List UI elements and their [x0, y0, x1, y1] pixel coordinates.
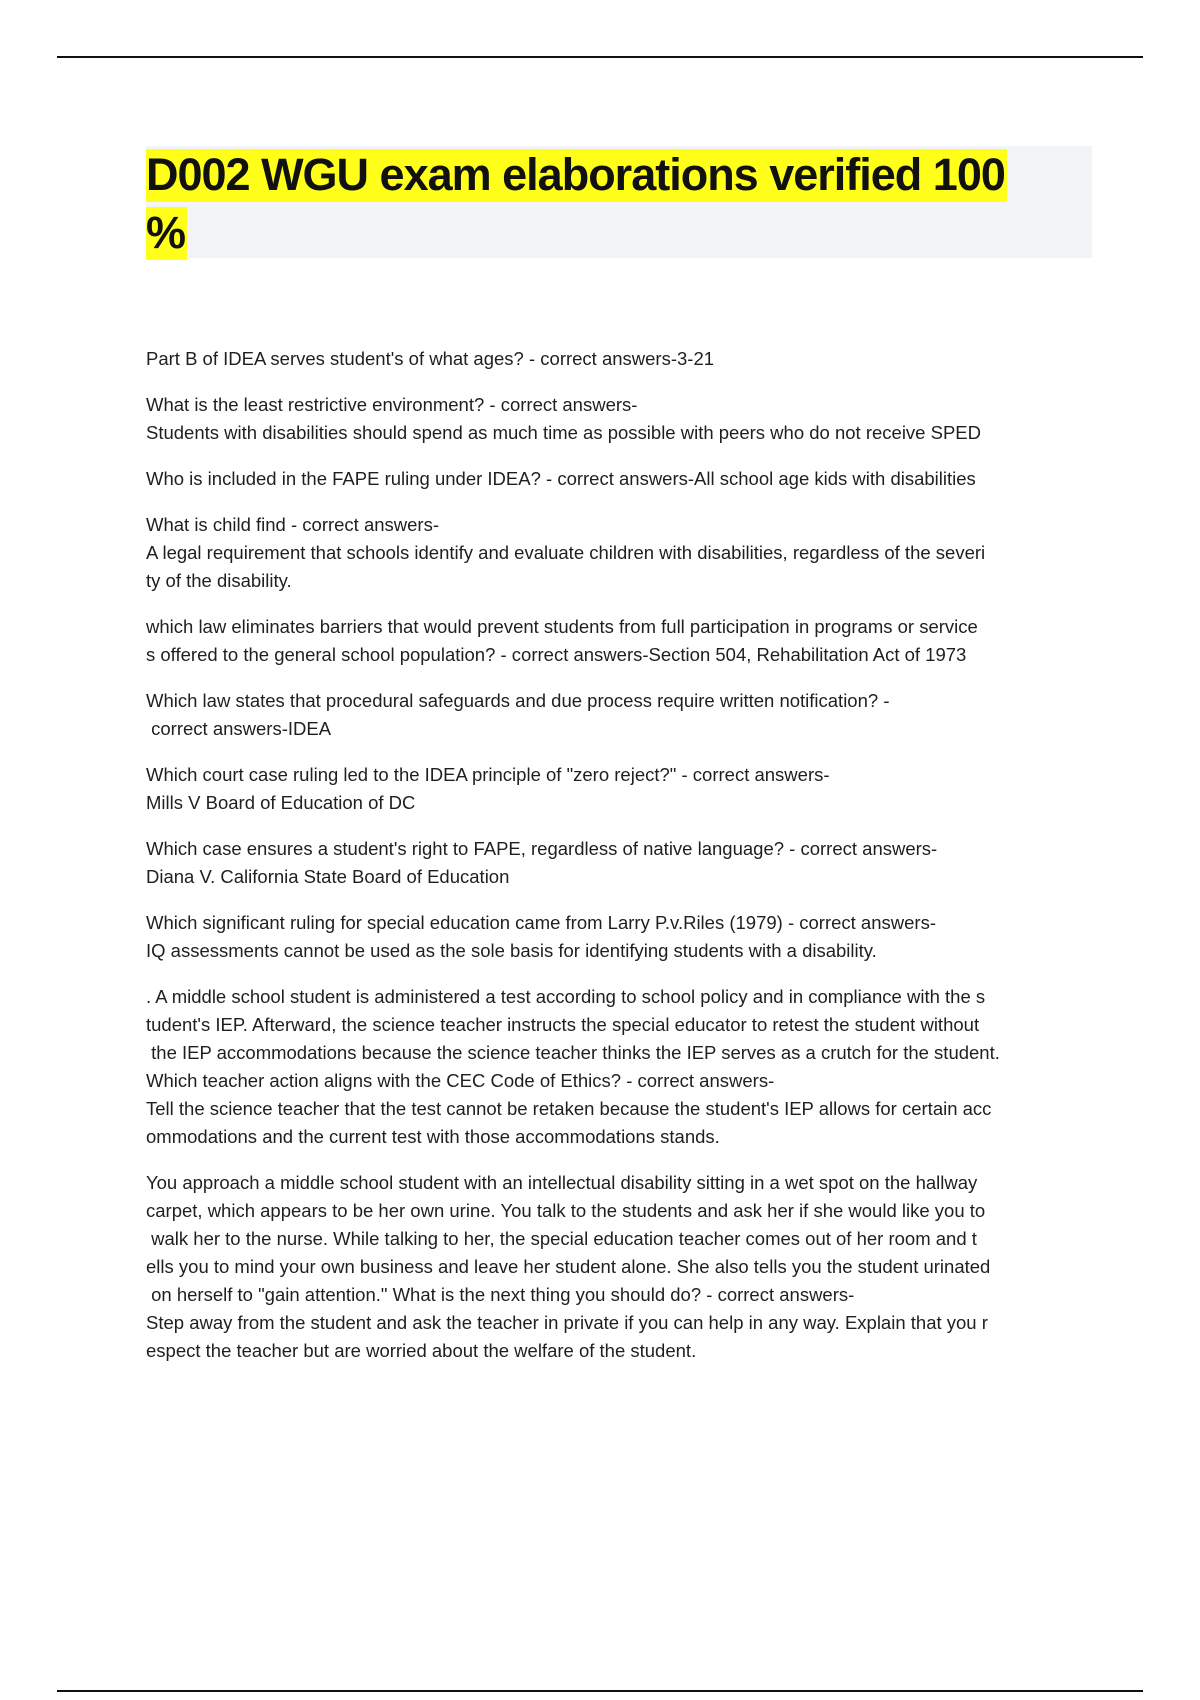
- qa-item: [146, 909, 1092, 965]
- qa-text-line: What is child find - correct answers-: [146, 514, 440, 535]
- document-title: [146, 146, 1092, 262]
- qa-text-line: ty of the disability.: [146, 570, 292, 591]
- header-rule: [57, 56, 1143, 58]
- qa-text-line: ommodations and the current test with those accommodations stands.: [146, 1126, 720, 1147]
- qa-text-line: espect the teacher but are worried about the welfare of the student.: [146, 1340, 697, 1361]
- qa-item: [146, 687, 1092, 743]
- qa-text-line: Tell the science teacher that the test cannot be retaken because the student's IEP allows for certain acc: [146, 1098, 992, 1119]
- qa-text-line: Diana V. California State Board of Education: [146, 866, 510, 887]
- qa-item: [146, 835, 1092, 891]
- qa-text-line: Which significant ruling for special education came from Larry P.v.Riles (1979) - correct answers-: [146, 912, 936, 933]
- qa-text-line: on herself to "gain attention." What is the next thing you should do? - correct answers-: [146, 1284, 855, 1305]
- qa-text-line: Which law states that procedural safeguards and due process require written notification? -: [146, 690, 890, 711]
- qa-list: [146, 345, 1092, 1383]
- qa-text-line: Which court case ruling led to the IDEA principle of "zero reject?" - correct answers-: [146, 764, 830, 785]
- qa-text-line: tudent's IEP. Afterward, the science teacher instructs the special educator to retest the student without: [146, 1014, 980, 1035]
- qa-item: [146, 983, 1092, 1151]
- qa-item: [146, 613, 1092, 669]
- qa-text-line: Students with disabilities should spend as much time as possible with peers who do not receive SPED: [146, 422, 981, 443]
- qa-text-line: You approach a middle school student with an intellectual disability sitting in a wet spot on the hallway: [146, 1172, 978, 1193]
- qa-text-line: Which case ensures a student's right to FAPE, regardless of native language? - correct answers-: [146, 838, 938, 859]
- qa-text-line: . A middle school student is administered a test according to school policy and in compliance with the s: [146, 986, 986, 1007]
- qa-text-line: which law eliminates barriers that would prevent students from full participation in programs or service: [146, 616, 978, 637]
- qa-item: [146, 465, 1092, 493]
- qa-text-line: Step away from the student and ask the teacher in private if you can help in any way. Explain that you r: [146, 1312, 988, 1333]
- qa-item: [146, 391, 1092, 447]
- qa-item: [146, 511, 1092, 595]
- qa-text-line: Mills V Board of Education of DC: [146, 792, 416, 813]
- qa-text-line: ells you to mind your own business and leave her student alone. She also tells you the student urinated: [146, 1256, 991, 1277]
- qa-text-line: What is the least restrictive environment? - correct answers-: [146, 394, 638, 415]
- qa-text-line: Part B of IDEA serves student's of what ages? - correct answers-3-21: [146, 348, 715, 369]
- qa-text-line: IQ assessments cannot be used as the sole basis for identifying students with a disability.: [146, 940, 877, 961]
- qa-item: [146, 761, 1092, 817]
- title-line-1: D002 WGU exam elaborations verified 100: [146, 149, 1005, 200]
- qa-text-line: carpet, which appears to be her own urine. You talk to the students and ask her if she would like you to: [146, 1200, 986, 1221]
- qa-text-line: walk her to the nurse. While talking to her, the special education teacher comes out of her room and t: [146, 1228, 977, 1249]
- qa-text-line: Who is included in the FAPE ruling under IDEA? - correct answers-All school age kids with disabilities: [146, 468, 976, 489]
- qa-text-line: Which teacher action aligns with the CEC Code of Ethics? - correct answers-: [146, 1070, 775, 1091]
- qa-item: [146, 345, 1092, 373]
- footer-rule: [57, 1690, 1143, 1692]
- title-line-2: %: [146, 207, 186, 258]
- qa-text-line: s offered to the general school population? - correct answers-Section 504, Rehabilitation Act of 1973: [146, 644, 967, 665]
- qa-text-line: correct answers-IDEA: [146, 718, 332, 739]
- qa-item: [146, 1169, 1092, 1365]
- qa-text-line: the IEP accommodations because the science teacher thinks the IEP serves as a crutch for the student.: [146, 1042, 1000, 1063]
- qa-text-line: A legal requirement that schools identify and evaluate children with disabilities, regardless of the severi: [146, 542, 986, 563]
- title-block: [146, 146, 1092, 258]
